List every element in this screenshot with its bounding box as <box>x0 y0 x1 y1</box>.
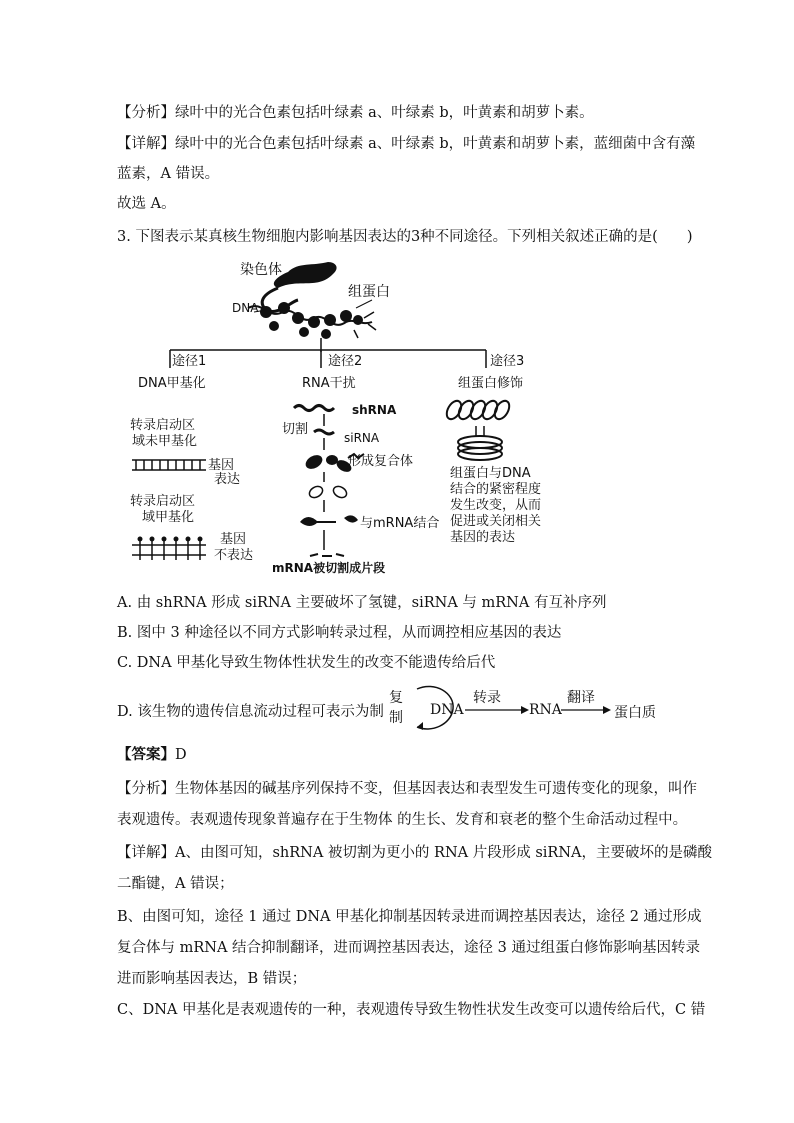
answer-line <box>117 740 682 770</box>
label-dna: DNA <box>232 301 259 315</box>
detail-a-line-2: 二酯键，A 错误； <box>117 876 234 892</box>
label-route2: 途径2 <box>328 354 363 369</box>
option-a: A. 由 shRNA 形成 siRNA 主要破坏了氢键，siRNA 与 mRNA 有互补序列 <box>117 595 607 611</box>
transcription-arrowhead <box>521 706 529 714</box>
histone-pointer <box>356 300 372 308</box>
detail-a-line-1: 【详解】A、由图可知，shRNA 被切割为更小的 RNA 片段形成 siRNA，主要破坏的是磷酸 <box>117 845 712 861</box>
methylated-dna-ladder <box>132 540 206 560</box>
gene-expression-diagram <box>128 260 588 585</box>
label-methylated-2: 域甲基化 <box>142 510 195 525</box>
label-expressed-1: 基因 <box>208 458 235 473</box>
answer-label: 【答案】 <box>117 747 175 763</box>
translation-arrowhead <box>603 706 611 714</box>
label-translation: 翻译 <box>567 690 595 706</box>
label-route1-name: DNA甲基化 <box>138 376 206 391</box>
chromosome-shape <box>274 262 337 288</box>
sirna-shape <box>314 430 334 434</box>
label-methylated-1: 转录启动区 <box>130 494 196 509</box>
option-d <box>117 683 677 735</box>
mrna-fragments <box>310 554 344 556</box>
analysis-line-1: 【分析】生物体基因的碱基序列保持不变，但基因表达和表型发生可遗传变化的现象，叫作 <box>117 781 697 797</box>
loose-chromatin-coil <box>444 398 512 421</box>
option-d-text: D. 该生物的遗传信息流动过程可表示为制 <box>117 704 384 720</box>
label-route3-desc-4: 促进或关闭相关 <box>450 514 542 529</box>
methyl-marks <box>138 537 203 542</box>
label-bind-mrna: 与mRNA结合 <box>360 516 440 531</box>
nucleosome-beads <box>260 302 363 339</box>
label-sirna: siRNA <box>344 431 380 445</box>
label-unmethylated-1: 转录启动区 <box>130 418 196 433</box>
option-c: C. DNA 甲基化导致生物体性状发生的改变不能遗传给后代 <box>117 655 496 671</box>
label-rna: RNA <box>529 702 562 718</box>
label-zhi: 制 <box>389 710 403 726</box>
label-expressed-2: 表达 <box>214 472 241 487</box>
label-histone: 组蛋白 <box>348 284 390 300</box>
analysis-line-2: 表观遗传。表观遗传现象普遍存在于生物体 的生长、发育和衰老的整个生命活动过程中。 <box>117 812 688 828</box>
unmethylated-dna-ladder <box>132 460 206 470</box>
label-route3-desc-1: 组蛋白与DNA <box>450 466 531 481</box>
label-route3-desc-3: 发生改变，从而 <box>450 498 542 513</box>
label-shrna: shRNA <box>352 403 397 417</box>
answer-value: D <box>175 747 187 763</box>
label-route3-name: 组蛋白修饰 <box>458 376 524 391</box>
label-route2-name: RNA干扰 <box>302 376 356 391</box>
label-route1: 途径1 <box>172 354 207 369</box>
mrna-binding-shapes <box>300 515 358 526</box>
label-mrna-fragments: mRNA被切割成片段 <box>272 561 386 575</box>
label-fu: 复 <box>389 690 403 706</box>
detail-c-line-1: C、DNA 甲基化是表观遗传的一种，表观遗传导致生物性状发生改变可以遗传给后代，C 错 <box>117 1002 706 1018</box>
label-route3: 途径3 <box>490 354 525 369</box>
label-route3-desc-5: 基因的表达 <box>450 530 516 545</box>
detail-line-2: 蓝素，A 错误。 <box>117 166 220 182</box>
label-complex: 形成复合体 <box>348 454 414 469</box>
label-chromosome: 染色体 <box>240 262 282 278</box>
detail-b-line-1: B、由图可知，途径 1 通过 DNA 甲基化抑制基因转录进而调控基因表达，途径 2 通过形成 <box>117 909 702 925</box>
label-unmethylated-2: 域未甲基化 <box>132 434 198 449</box>
question-stem: 3. 下图表示某真核生物细胞内影响基因表达的3种不同途径。下列相关叙述正确的是( ) <box>117 229 693 245</box>
complex-shapes <box>303 452 353 474</box>
detail-b-line-2: 复合体与 mRNA 结合抑制翻译，进而调控基因表达，途径 3 通过组蛋白修饰影响基因转录 <box>117 940 700 956</box>
detail-line-1: 【详解】绿叶中的光合色素包括叶绿素 a、叶绿素 b，叶黄素和胡萝卜素，蓝细菌中含有藻 <box>117 136 696 152</box>
compact-nucleosome <box>458 436 502 460</box>
label-protein: 蛋白质 <box>614 705 656 721</box>
label-cut: 切割 <box>282 422 309 437</box>
bound-complex <box>307 484 348 500</box>
label-route3-desc-2: 结合的紧密程度 <box>450 482 542 497</box>
label-not-expressed-2: 不表达 <box>214 548 254 563</box>
diagram-graphics <box>128 260 588 585</box>
analysis-paragraph: 【分析】绿叶中的光合色素包括叶绿素 a、叶绿素 b，叶黄素和胡萝卜素。 <box>117 105 594 121</box>
shrna-shape <box>294 406 334 411</box>
label-transcription: 转录 <box>473 690 501 706</box>
detail-b-line-3: 进而影响基因表达，B 错误； <box>117 971 307 987</box>
label-not-expressed-1: 基因 <box>220 532 247 547</box>
option-b: B. 图中 3 种途径以不同方式影响转录过程，从而调控相应基因的表达 <box>117 625 562 641</box>
label-dna: DNA <box>430 702 464 718</box>
conclusion-line: 故选 A。 <box>117 196 176 212</box>
